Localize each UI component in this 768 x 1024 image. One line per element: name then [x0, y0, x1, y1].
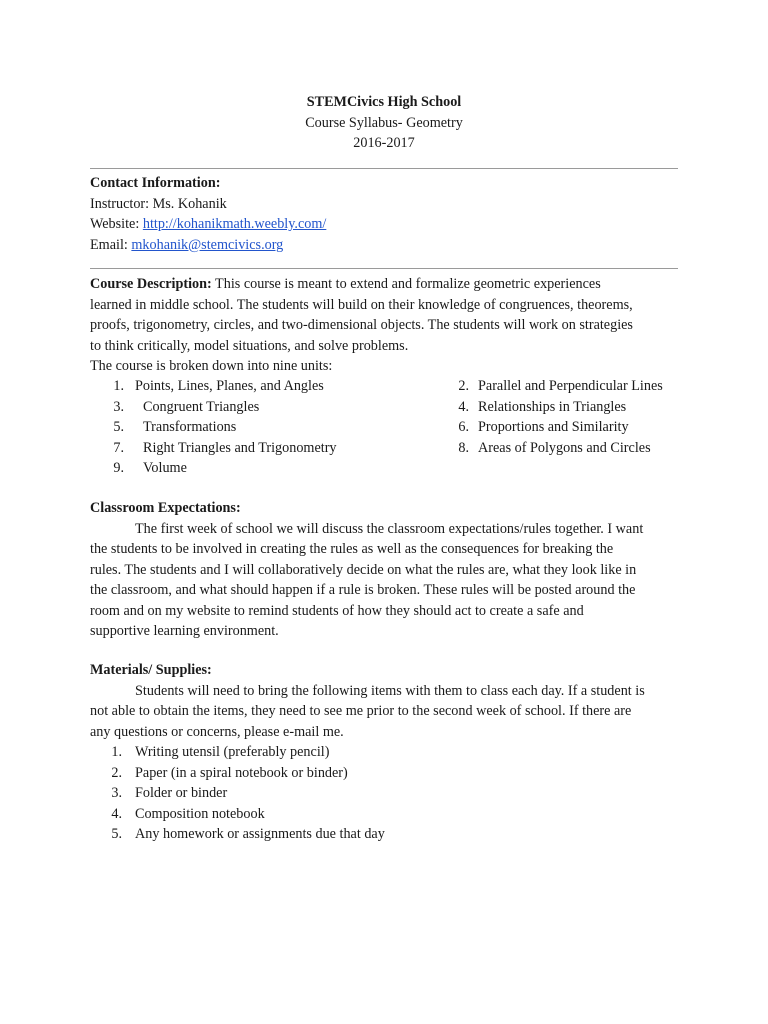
instructor-line: Instructor: Ms. Kohanik — [90, 195, 227, 212]
school-name: STEMCivics High School — [306, 94, 462, 110]
unit-title: Areas of Polygons and Circles — [478, 439, 651, 456]
unit-title: Right Triangles and Trigonometry — [143, 439, 337, 456]
units-row-5 — [90, 458, 690, 479]
expectations-line-4: the classroom, and what should happen if a rule is broken. These rules will be posted around the — [90, 582, 636, 598]
units-row-2 — [90, 397, 690, 418]
unit-number: 2. — [458, 378, 469, 394]
school-year: 2016-2017 — [353, 135, 415, 151]
list-item-number: 1. — [111, 744, 122, 760]
list-item — [90, 824, 690, 845]
email-link[interactable]: mkohanik@stemcivics.org — [131, 236, 284, 253]
expectations-line-3: rules. The students and I will collaboratively decide on what the rules are, what they look like in — [90, 561, 637, 578]
list-item-text: Writing utensil (preferably pencil) — [135, 744, 330, 760]
website-line — [90, 214, 690, 235]
divider-2 — [90, 268, 678, 269]
unit-title: Parallel and Perpendicular Lines — [478, 378, 663, 394]
list-item-text: Paper (in a spiral notebook or binder) — [135, 764, 348, 781]
materials-line-2: not able to obtain the items, they need to see me prior to the second week of school. If there are — [90, 703, 632, 719]
unit-title: Relationships in Triangles — [478, 398, 627, 415]
divider-1 — [90, 168, 678, 169]
description-heading: Course Description: — [90, 276, 212, 292]
email-line — [90, 235, 690, 256]
expectations-section — [90, 498, 690, 642]
list-item — [90, 804, 690, 825]
unit-title: Transformations — [143, 419, 237, 435]
materials-section — [90, 660, 690, 742]
materials-list — [90, 742, 690, 845]
contact-heading: Contact Information: — [90, 175, 221, 191]
list-item-text: Any homework or assignments due that day — [135, 826, 385, 842]
list-item-text: Composition notebook — [135, 805, 265, 822]
expectations-line-2: the students to be involved in creating the rules as well as the consequences for breaking the — [90, 541, 614, 557]
unit-number: 7. — [113, 439, 124, 456]
list-item — [90, 783, 690, 804]
unit-number: 3. — [113, 398, 124, 415]
materials-heading: Materials/ Supplies: — [90, 662, 212, 678]
units-row-4 — [90, 438, 690, 459]
list-item-number: 2. — [111, 764, 122, 781]
list-item-text: Folder or binder — [135, 785, 228, 801]
list-item-number: 4. — [111, 805, 122, 822]
unit-title: Proportions and Similarity — [478, 419, 629, 435]
unit-number: 9. — [113, 460, 124, 476]
units-row-1 — [90, 376, 690, 397]
materials-line-1: Students will need to bring the following items with them to class each day. If a student is — [135, 682, 645, 699]
units-row-3 — [90, 417, 690, 438]
materials-line-3: any questions or concerns, please e-mail me. — [90, 723, 344, 740]
unit-title: Volume — [143, 460, 187, 476]
expectations-line-6: supportive learning environment. — [90, 623, 279, 639]
expectations-line-1: The first week of school we will discuss the classroom expectations/rules together. I want — [135, 520, 644, 537]
list-item-number: 5. — [111, 826, 122, 842]
unit-number: 8. — [458, 439, 469, 456]
course-title: Course Syllabus- Geometry — [305, 114, 463, 131]
unit-number: 4. — [458, 398, 469, 415]
document-header — [0, 92, 768, 154]
units-list — [90, 376, 690, 479]
description-line-3: proofs, trigonometry, circles, and two-dimensional objects. The students will work on strategies — [90, 317, 633, 333]
website-label: Website: — [90, 216, 143, 232]
unit-number: 1. — [113, 378, 124, 394]
unit-number: 5. — [113, 419, 124, 435]
expectations-line-5: room and on my website to remind students of how they should act to create a safe and — [90, 602, 584, 619]
contact-section — [90, 173, 690, 255]
unit-title: Congruent Triangles — [143, 398, 260, 415]
description-line-4: to think critically, model situations, and solve problems. — [90, 337, 409, 354]
expectations-heading: Classroom Expectations: — [90, 500, 241, 516]
description-line-5: The course is broken down into nine units: — [90, 358, 333, 374]
description-text-1: This course is meant to extend and formalize geometric experiences — [211, 276, 601, 292]
list-item — [90, 742, 690, 763]
list-item-number: 3. — [111, 785, 122, 801]
description-line-1 — [90, 274, 690, 295]
unit-title: Points, Lines, Planes, and Angles — [135, 378, 324, 394]
unit-number: 6. — [458, 419, 469, 435]
description-section — [90, 274, 690, 377]
list-item — [90, 763, 690, 784]
email-label: Email: — [90, 236, 132, 253]
website-link[interactable]: http://kohanikmath.weebly.com/ — [142, 216, 327, 232]
description-line-2: learned in middle school. The students will build on their knowledge of congruences, theorems, — [90, 296, 633, 313]
